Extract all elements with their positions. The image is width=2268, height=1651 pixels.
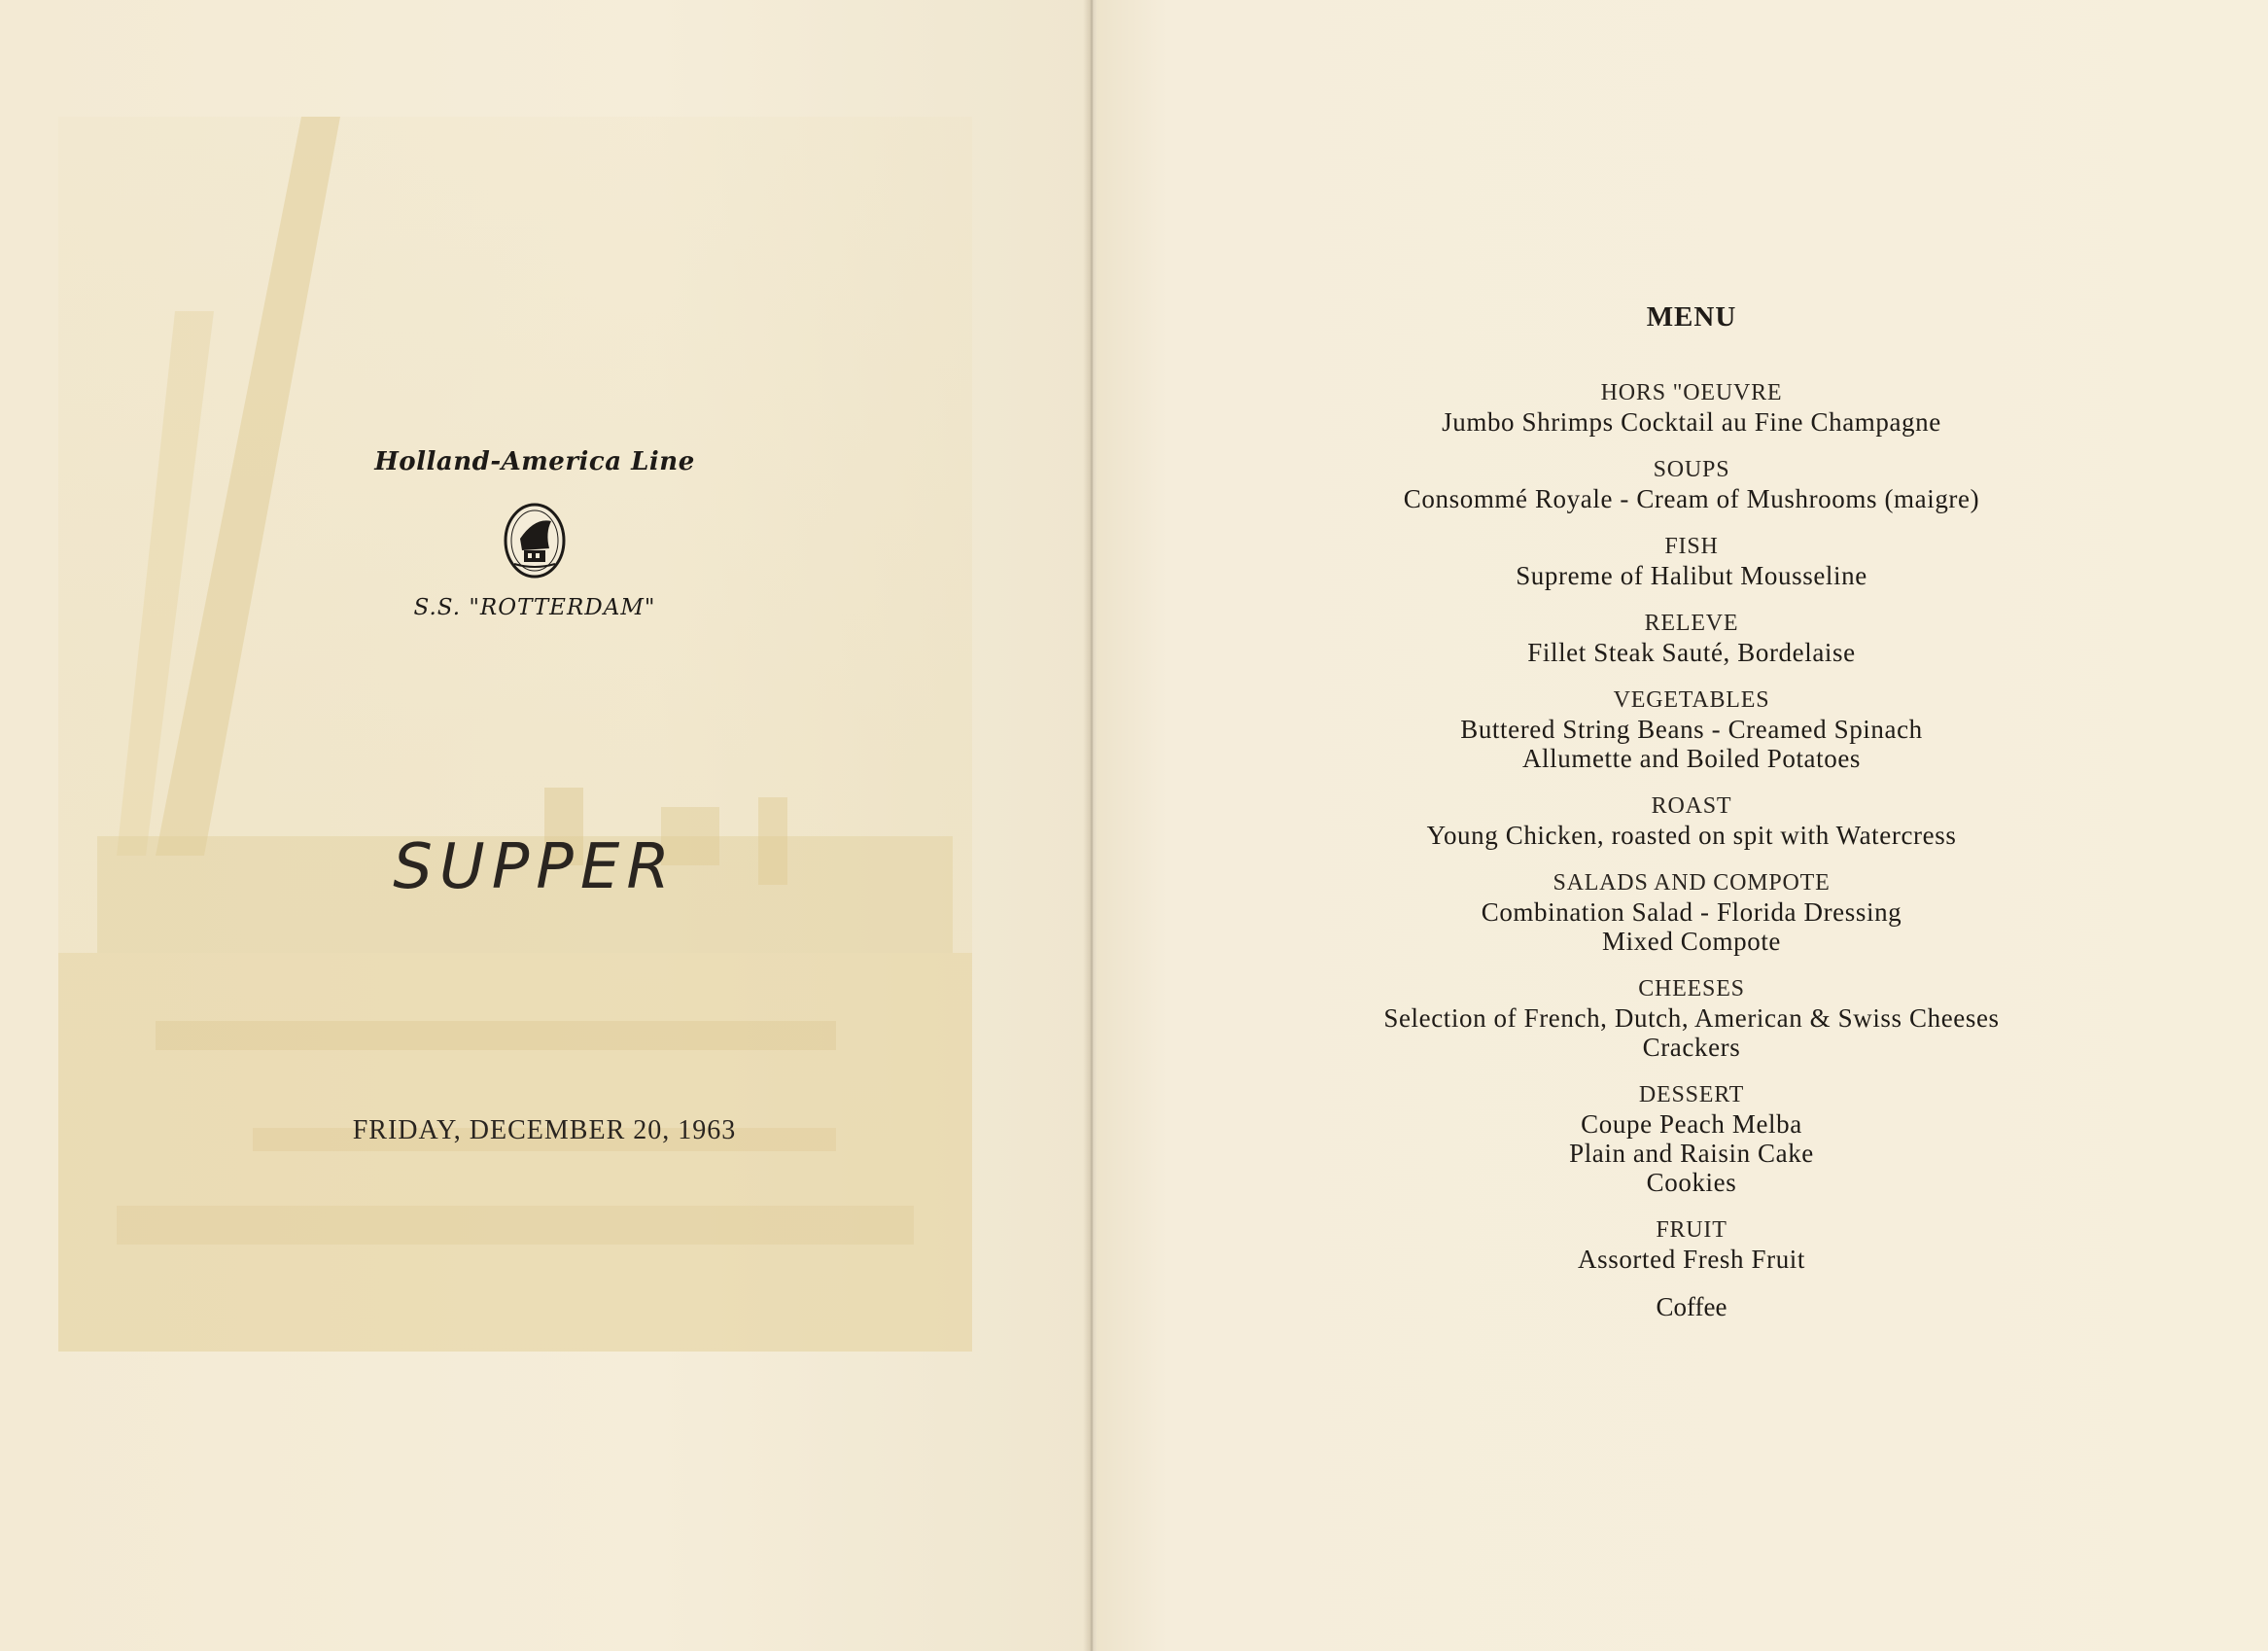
menu-course xyxy=(1264,1080,2119,1197)
closing-item: Coffee xyxy=(1656,1292,1727,1321)
course-heading: CHEESES xyxy=(1638,976,1745,1001)
course-heading: VEGETABLES xyxy=(1613,687,1770,713)
ship-emblem-icon xyxy=(501,500,569,581)
menu-course xyxy=(1264,609,2119,667)
dish-item: Selection of French, Dutch, American & Swiss Cheeses xyxy=(1383,1003,2000,1033)
course-heading: HORS "OEUVRE xyxy=(1600,380,1783,405)
logo-block xyxy=(369,447,700,620)
courses xyxy=(1264,378,2119,1274)
dish-item: Mixed Compote xyxy=(1601,927,1782,956)
course-heading: FISH xyxy=(1664,534,1719,559)
dish-item: Allumette and Boiled Potatoes xyxy=(1521,744,1862,773)
dish-item: Supreme of Halibut Mousseline xyxy=(1516,561,1867,590)
ship-name: S.S. "ROTTERDAM" xyxy=(413,595,656,620)
course-heading: DESSERT xyxy=(1638,1082,1745,1107)
menu-course xyxy=(1264,974,2119,1062)
menu-course xyxy=(1264,791,2119,850)
dish-item: Coupe Peach Melba xyxy=(1581,1109,1802,1139)
course-heading: SALADS AND COMPOTE xyxy=(1553,870,1831,896)
menu-list xyxy=(1264,301,2119,1321)
dish-item: Young Chicken, roasted on spit with Watercress xyxy=(1426,821,1957,850)
dish-item: Fillet Steak Sauté, Bordelaise xyxy=(1527,638,1856,667)
menu-title: MENU xyxy=(1646,301,1737,333)
dish-item: Buttered String Beans - Creamed Spinach xyxy=(1460,715,1923,744)
course-heading: FRUIT xyxy=(1656,1217,1727,1243)
dish-item: Combination Salad - Florida Dressing xyxy=(1481,897,1902,927)
company-name: Holland-America Line xyxy=(374,447,695,476)
menu-course xyxy=(1264,868,2119,956)
dish-item: Consommé Royale - Cream of Mushrooms (maigre) xyxy=(1403,484,1980,513)
course-heading: SOUPS xyxy=(1653,457,1730,482)
course-heading: ROAST xyxy=(1651,793,1732,819)
dish-item: Assorted Fresh Fruit xyxy=(1578,1245,1805,1274)
menu-course xyxy=(1264,378,2119,437)
dish-item: Plain and Raisin Cake xyxy=(1569,1139,1814,1168)
cover-page xyxy=(0,0,1091,1651)
menu-date: FRIDAY, DECEMBER 20, 1963 xyxy=(352,1115,737,1145)
menu-course xyxy=(1264,532,2119,590)
dish-item: Crackers xyxy=(1642,1033,1741,1062)
harbor-crane-illustration xyxy=(58,117,972,1352)
menu-course xyxy=(1264,1215,2119,1274)
course-heading: RELEVE xyxy=(1644,611,1739,636)
menu-course xyxy=(1264,455,2119,513)
meal-title: SUPPER xyxy=(393,831,677,903)
dish-item: Cookies xyxy=(1646,1168,1737,1197)
dish-item: Jumbo Shrimps Cocktail au Fine Champagne xyxy=(1442,407,1941,437)
menu-course xyxy=(1264,685,2119,773)
